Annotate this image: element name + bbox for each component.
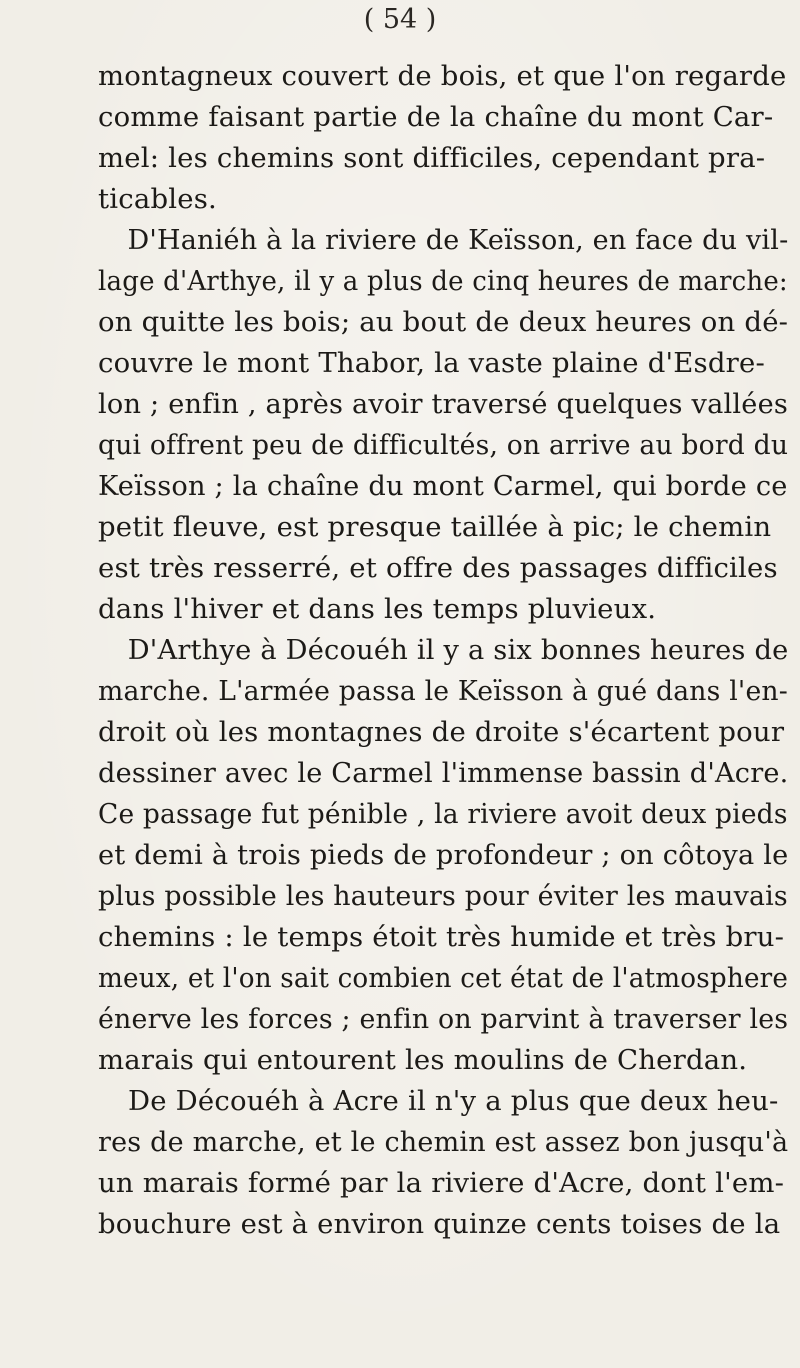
text-line: bouchure est à environ quinze cents toises de la	[98, 1208, 781, 1240]
text-line: lon ; enfin , après avoir traversé quelques vallées	[98, 388, 789, 420]
text-line: De Découéh à Acre il n'y a plus que deux heu-	[128, 1085, 779, 1117]
text-line: D'Haniéh à la riviere de Keïsson, en face du vil-	[127, 224, 789, 256]
text-line: énerve les forces ; enfin on parvint à traverser les	[98, 1003, 789, 1035]
text-line: mel: les chemins sont difficiles, cependant pra-	[98, 142, 766, 174]
page-number: ( 54 )	[363, 4, 437, 35]
text-line: ticables.	[98, 183, 217, 215]
text-line: lage d'Arthye, il y a plus de cinq heures de marche:	[98, 265, 788, 297]
text-line: res de marche, et le chemin est assez bon jusqu'à	[98, 1126, 789, 1158]
body-text	[98, 56, 788, 1245]
text-line: dans l'hiver et dans les temps pluvieux.	[98, 593, 657, 625]
text-line: marche. L'armée passa le Keïsson à gué dans l'en-	[98, 675, 788, 707]
text-line: un marais formé par la riviere d'Acre, dont l'em-	[98, 1167, 785, 1199]
text-line: chemins : le temps étoit très humide et très bru-	[98, 921, 785, 953]
text-line: et demi à trois pieds de profondeur ; on côtoya le	[98, 839, 789, 871]
text-line: couvre le mont Thabor, la vaste plaine d'Esdre-	[98, 347, 765, 379]
text-line: montagneux couvert de bois, et que l'on regarde	[98, 60, 787, 92]
text-line: Keïsson ; la chaîne du mont Carmel, qui borde ce	[98, 470, 788, 502]
text-line: meux, et l'on sait combien cet état de l'atmosphere	[98, 962, 789, 994]
text-line: comme faisant partie de la chaîne du mont Car-	[98, 101, 774, 133]
text-line: plus possible les hauteurs pour éviter les mauvais	[98, 880, 788, 912]
text-line: petit fleuve, est presque taillée à pic; le chemin	[98, 511, 772, 543]
text-line: est très resserré, et offre des passages difficiles	[98, 552, 778, 584]
text-line: Ce passage fut pénible , la riviere avoit deux pieds	[98, 798, 788, 830]
text-line: marais qui entourent les moulins de Cherdan.	[98, 1044, 748, 1076]
text-line: D'Arthye à Découéh il y a six bonnes heures de	[127, 634, 789, 666]
text-line: dessiner avec le Carmel l'immense bassin d'Acre.	[98, 757, 789, 789]
text-line: droit où les montagnes de droite s'écartent pour	[98, 716, 785, 748]
text-line: on quitte les bois; au bout de deux heures on dé-	[98, 306, 789, 338]
text-line: qui offrent peu de difficultés, on arrive au bord du	[98, 429, 789, 461]
